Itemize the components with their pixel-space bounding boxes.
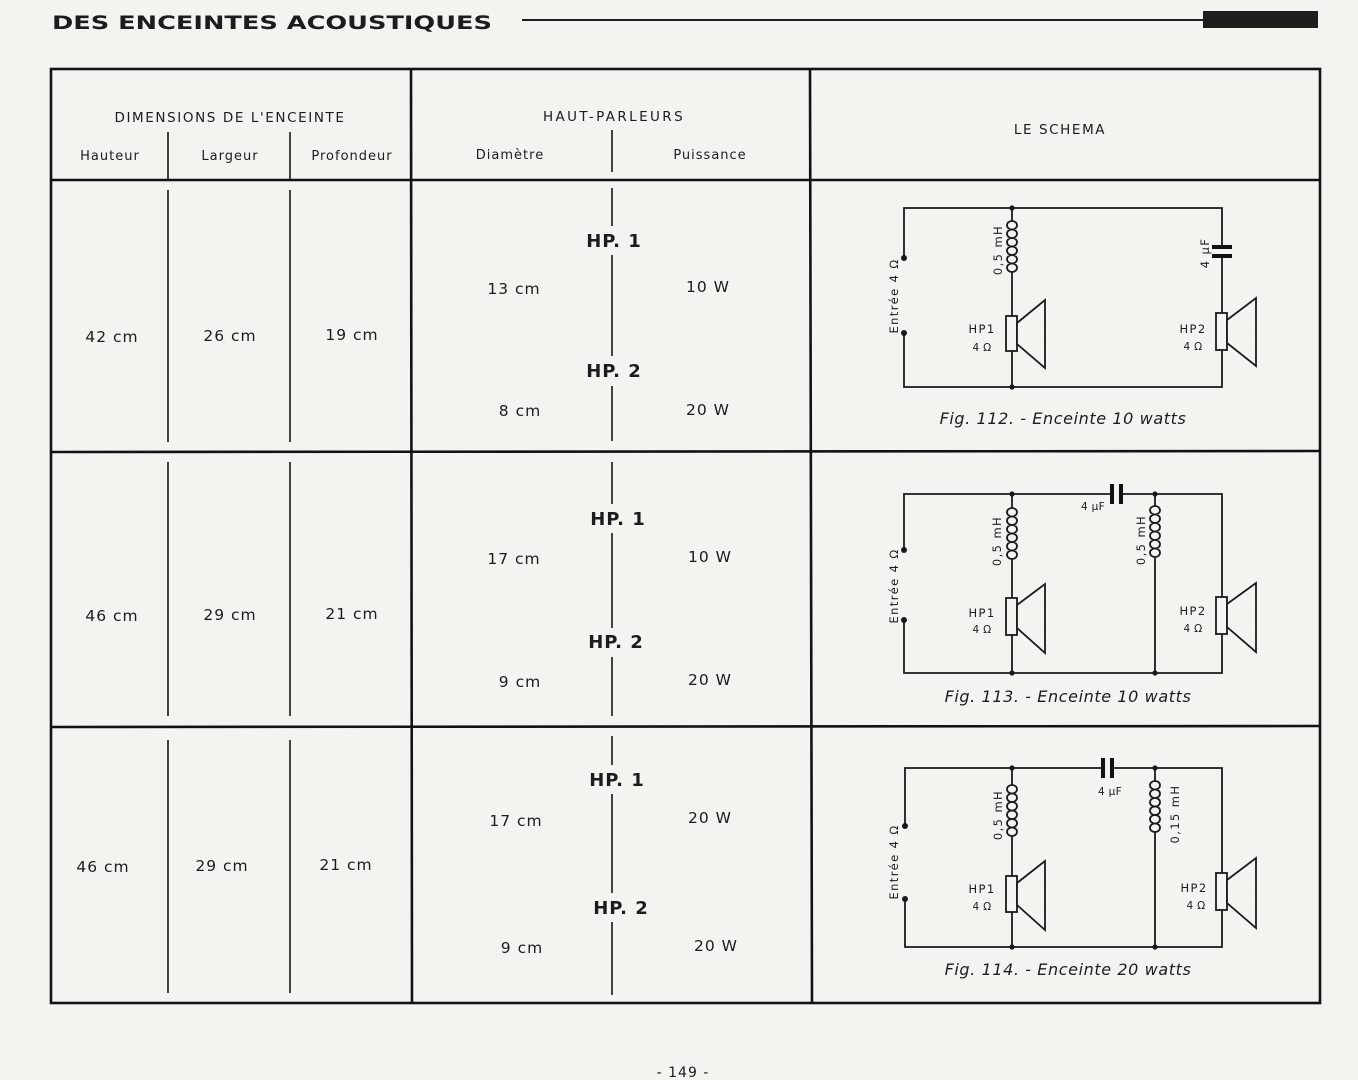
schematic-wire [905, 899, 1222, 947]
page-number: - 149 - [656, 1065, 710, 1080]
column-header-diametre: Diamètre [475, 148, 545, 163]
speaker-power: 20 W [688, 809, 732, 827]
speaker-diameter: 8 cm [498, 402, 542, 420]
speaker-cone [1017, 861, 1045, 930]
row-divider [51, 451, 1320, 452]
junction-dot [1009, 670, 1014, 675]
hp1-impedance: 4 Ω [972, 901, 992, 913]
hp2-label: HP2 [1179, 604, 1207, 618]
input-terminal [901, 255, 907, 261]
inductor-value: 0,5 mH [991, 224, 1005, 276]
speaker-diameter: 9 cm [498, 673, 542, 691]
largeur-value: 26 cm [203, 327, 257, 345]
speaker-magnet [1006, 316, 1017, 351]
speaker-power: 10 W [688, 548, 732, 566]
speaker-power: 20 W [688, 671, 732, 689]
speaker-label: HP. 2 [588, 632, 644, 653]
junction-dot [1009, 944, 1014, 949]
header-bar [1203, 11, 1318, 28]
speaker-diameter: 9 cm [500, 939, 544, 957]
speaker-label: HP. 1 [586, 231, 642, 252]
hauteur-value: 42 cm [85, 328, 139, 346]
capacitor-value: 4 µF [1198, 237, 1212, 269]
hp1-label: HP1 [968, 606, 996, 620]
speaker-cone [1017, 584, 1045, 653]
dimensions-heading: DIMENSIONS DE L'ENCEINTE [114, 110, 346, 126]
speaker-cone [1227, 298, 1256, 366]
speaker-magnet [1006, 876, 1017, 912]
largeur-value: 29 cm [203, 606, 257, 624]
capacitor-value: 4 µF [1098, 786, 1122, 798]
schematic-wire [904, 620, 1222, 673]
crossover-schematic [887, 758, 1256, 979]
input-terminal [901, 330, 907, 336]
table-row [76, 758, 1256, 979]
speaker-power: 20 W [694, 937, 738, 955]
inductor-value: 0,5 mH [990, 515, 1004, 567]
hp2-label: HP2 [1179, 322, 1207, 336]
crossover-schematic [887, 484, 1256, 706]
speaker-magnet [1216, 313, 1227, 350]
speaker-diameter: 13 cm [487, 280, 541, 298]
input-terminal [901, 547, 907, 553]
hauteur-value: 46 cm [85, 607, 139, 625]
figure-caption: Fig. 112. - Enceinte 10 watts [939, 409, 1187, 428]
input-terminal [902, 823, 908, 829]
input-terminal [901, 617, 907, 623]
speaker-label: HP. 2 [593, 898, 649, 919]
column-header-hauteur: Hauteur [80, 149, 140, 164]
hp2-label: HP2 [1180, 881, 1208, 895]
junction-dot [1009, 491, 1014, 496]
inductor-value: 0,5 mH [1134, 514, 1148, 566]
column-header-largeur: Largeur [201, 149, 259, 164]
junction-dot [1152, 944, 1157, 949]
inductor-value: 0,15 mH [1168, 784, 1182, 844]
column-divider-dimensions [411, 69, 412, 1003]
hp2-impedance: 4 Ω [1183, 341, 1203, 353]
inductor-coil [1007, 785, 1017, 836]
hp2-impedance: 4 Ω [1186, 900, 1206, 912]
input-terminal [902, 896, 908, 902]
hp1-impedance: 4 Ω [972, 624, 992, 636]
speaker-power: 20 W [686, 401, 730, 419]
junction-dot [1009, 205, 1014, 210]
table-row [85, 484, 1256, 706]
figure-caption: Fig. 114. - Enceinte 20 watts [944, 960, 1192, 979]
hp1-label: HP1 [968, 882, 996, 896]
speaker-cone [1227, 583, 1256, 652]
junction-dot [1009, 384, 1014, 389]
column-divider-schema [810, 69, 812, 1003]
speaker-magnet [1216, 873, 1227, 910]
input-label: Entrée 4 Ω [887, 548, 901, 624]
table-header-row [80, 109, 1106, 164]
speaker-magnet [1006, 598, 1017, 635]
input-label: Entrée 4 Ω [887, 824, 901, 900]
profondeur-value: 21 cm [319, 856, 373, 874]
hp1-label: HP1 [968, 322, 996, 336]
input-label: Entrée 4 Ω [887, 258, 901, 334]
speakers-heading: HAUT-PARLEURS [542, 109, 686, 125]
inductor-coil [1007, 508, 1017, 559]
speaker-diameter: 17 cm [487, 550, 541, 568]
row-divider [51, 726, 1320, 727]
figure-caption: Fig. 113. - Enceinte 10 watts [944, 687, 1192, 706]
junction-dot [1152, 670, 1157, 675]
hauteur-value: 46 cm [76, 858, 130, 876]
speaker-cone [1017, 300, 1045, 368]
schema-heading: LE SCHEMA [1013, 122, 1107, 138]
speaker-power: 10 W [686, 278, 730, 296]
speaker-label: HP. 2 [586, 361, 642, 382]
inductor-coil [1150, 506, 1160, 557]
hp1-impedance: 4 Ω [972, 342, 992, 354]
inductor-coil [1007, 221, 1017, 272]
speaker-cone [1227, 858, 1256, 928]
schematic-wire [904, 208, 1222, 258]
speaker-magnet [1216, 597, 1227, 634]
profondeur-value: 19 cm [325, 326, 379, 344]
speaker-label: HP. 1 [589, 770, 645, 791]
profondeur-value: 21 cm [325, 605, 379, 623]
speaker-diameter: 17 cm [489, 812, 543, 830]
largeur-value: 29 cm [195, 857, 249, 875]
crossover-schematic [887, 205, 1256, 428]
hp2-impedance: 4 Ω [1183, 623, 1203, 635]
junction-dot [1152, 765, 1157, 770]
junction-dot [1009, 765, 1014, 770]
column-header-puissance: Puissance [673, 148, 747, 163]
capacitor-value: 4 µF [1081, 501, 1105, 513]
table-row [85, 205, 1256, 428]
schematic-wire [904, 333, 1222, 387]
schematic-wire [1112, 768, 1222, 873]
column-header-profondeur: Profondeur [311, 149, 393, 164]
speaker-label: HP. 1 [590, 509, 646, 530]
inductor-coil [1150, 781, 1160, 832]
junction-dot [1152, 491, 1157, 496]
page-title: DES ENCEINTES ACOUSTIQUES [52, 13, 492, 34]
inductor-value: 0,5 mH [991, 789, 1005, 841]
